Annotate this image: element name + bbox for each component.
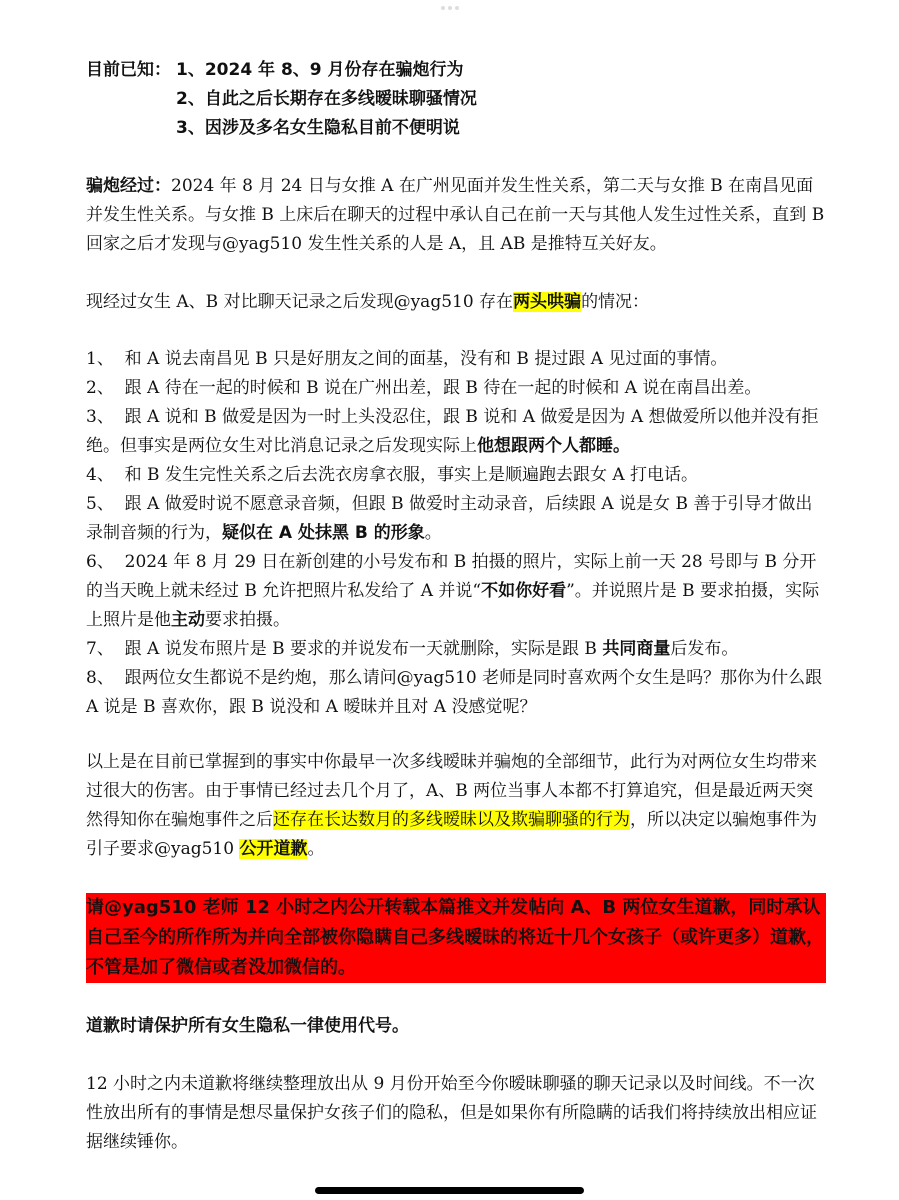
known-item: 3、因涉及多名女生隐私目前不便明说 [176, 118, 460, 138]
process-text: 2024 年 8 月 24 日与女推 A 在广州见面并发生性关系，第二天与女推 B 在南昌见面并发生性关系。与女推 B 上床后在聊天的过程中承认自己在前一天与其他人发生过性关系，直到 B 回家之后才发现与@yag510 发生性关系的人是 A，且 AB 是推特互关好友。 [86, 176, 825, 254]
list-item: 3、 跟 A 说和 B 做爱是因为一时上头没忍住，跟 B 说和 A 做爱是因为 A 想做爱所以他并没有拒绝。但事实是两位女生对比消息记录之后发现实际上他想跟两个人都睡。 [86, 407, 819, 456]
list-item: 7、 跟 A 说发布照片是 B 要求的并说发布一天就删除，实际是跟 B 共同商量后发布。 [86, 639, 739, 659]
finding-paragraph [86, 288, 826, 317]
list-item: 6、 2024 年 8 月 29 日在新创建的小号发布和 B 拍摄的照片，实际上前一天 28 号即与 B 分开的当天晚上就未经过 B 允许把照片私发给了 A 并说“不如你好看”。并说照片是 B 要求拍摄，实际上照片是他主动要求拍摄。 [86, 552, 820, 630]
list-item: 4、 和 B 发生完性关系之后去洗衣房拿衣服，事实上是顺遍跑去跟女 A 打电话。 [86, 465, 699, 485]
list-item: 2、 跟 A 待在一起的时候和 B 说在广州出差，跟 B 待在一起的时候和 A 说在南昌出差。 [86, 378, 762, 398]
demand-block: 请@yag510 老师 12 小时之内公开转载本篇推文并发帖向 A、B 两位女生道歉，同时承认自己至今的所作所为并向全部被你隐瞒自己多线暧昧的将近十几个女孩子（或许更多）道歉，不管是加了微信或者没加微信的。 [86, 893, 826, 983]
list-item: 1、 和 A 说去南昌见 B 只是好朋友之间的面基，没有和 B 提过跟 A 见过面的事情。 [86, 349, 728, 369]
known-label: 目前已知： [86, 60, 171, 80]
summary-highlight: 还存在长达数月的多线暧昧以及欺骗聊骚的行为 [273, 810, 630, 830]
privacy-note: 道歉时请保护所有女生隐私一律使用代号。 [86, 1016, 409, 1036]
known-section [86, 56, 826, 143]
list-item: 5、 跟 A 做爱时说不愿意录音频，但跟 B 做爱时主动录音，后续跟 A 说是女 B 善于引导才做出录制音频的行为，疑似在 A 处抹黑 B 的形象。 [86, 494, 813, 543]
process-paragraph [86, 172, 826, 259]
known-item: 1、2024 年 8、9 月份存在骗炮行为 [176, 60, 464, 80]
list-item: 8、 跟两位女生都说不是约炮，那么请问@yag510 老师是同时喜欢两个女生是吗？那你为什么跟 A 说是 B 喜欢你，跟 B 说没和 A 暧昧并且对 A 没感觉呢？ [86, 668, 823, 717]
summary-paragraph: 以上是在目前已掌握到的事实中你最早一次多线暧昧并骗炮的全部细节，此行为对两位女生均带来过很大的伤害。由于事情已经过去几个月了，A、B 两位当事人本都不打算追究，但是最近两天突然得知你在骗炮事件之后还存在长达数月的多线暧昧以及欺骗聊骚的行为，所以决定以骗炮事件为引子要求@yag510 公开道歉。 [86, 752, 817, 859]
process-label: 骗炮经过： [86, 176, 171, 196]
apology-highlight: 公开道歉 [239, 839, 308, 859]
home-indicator[interactable] [315, 1187, 584, 1194]
warning-paragraph: 12 小时之内未道歉将继续整理放出从 9 月份开始至今你暧昧聊骚的聊天记录以及时间线。不一次性放出所有的事情是想尽量保护女孩子们的隐私，但是如果你有所隐瞒的话我们将持续放出相应证据继续锤你。 [86, 1074, 817, 1152]
facts-list [86, 345, 826, 722]
finding-highlight: 两头哄骗 [513, 292, 582, 312]
finding-text: 现经过女生 A、B 对比聊天记录之后发现@yag510 存在 [86, 292, 514, 312]
finding-suffix: 的情况： [581, 292, 650, 312]
page-indicator [440, 6, 460, 12]
known-item: 2、自此之后长期存在多线暧昧聊骚情况 [176, 89, 477, 109]
